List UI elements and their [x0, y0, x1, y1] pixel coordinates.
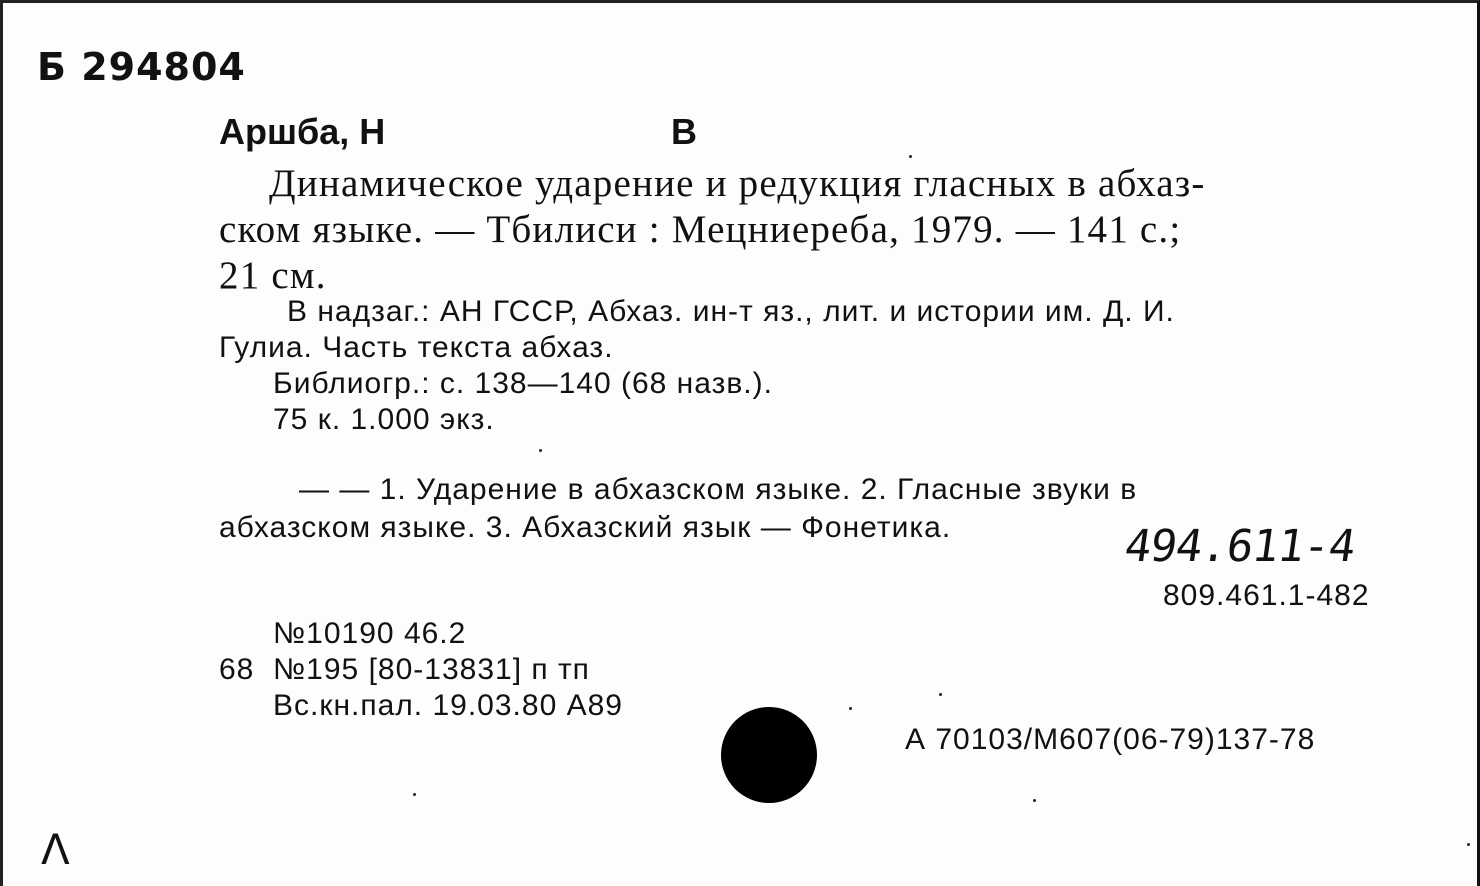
record-line-3: Вс.кн.пал. 19.03.80 А89 [273, 689, 623, 722]
subjects-line-2: абхазском языке. 3. Абхазский язык — Фонетика. [219, 511, 952, 544]
speck [539, 449, 542, 452]
note-line-1: В надзаг.: АН ГССР, Абхаз. ин-т яз., лит. и истории им. Д. И. [287, 295, 1175, 328]
record-line-2: №195 [80-13831] п тп [273, 653, 590, 686]
title-line-1: Динамическое ударение и редукция гласных в абхаз- [269, 162, 1206, 205]
speck [1467, 843, 1470, 846]
record-line-1: №10190 46.2 [273, 617, 467, 650]
corner-mark: Λ [41, 825, 70, 874]
author-surname: Аршба, Н [219, 111, 386, 152]
subjects-line-1: — — 1. Ударение в абхазском языке. 2. Гласные звуки в [299, 473, 1138, 506]
speck [1033, 799, 1036, 802]
note-line-3: Библиогр.: с. 138—140 (68 назв.). [273, 367, 773, 400]
udc-number: 809.461.1-482 [1163, 579, 1370, 612]
punch-hole [721, 707, 817, 803]
speck [909, 155, 912, 158]
note-line-4: 75 к. 1.000 экз. [273, 403, 495, 436]
call-number: Б 294804 [37, 45, 246, 89]
record-prefix: 68 [219, 653, 255, 686]
title-line-2: ском языке. — Тбилиси : Мецниереба, 1979. — 141 с.; [219, 208, 1182, 251]
publisher-code: А 70103/М607(06-79)137-78 [905, 723, 1316, 756]
title-line-3: 21 см. [219, 254, 327, 297]
speck [849, 707, 852, 710]
speck [413, 793, 416, 796]
author-initial: В [671, 111, 697, 152]
handwritten-class-number: 494.611-4 [1121, 521, 1359, 572]
note-line-2: Гулиа. Часть текста абхаз. [219, 331, 614, 364]
speck [939, 693, 942, 696]
